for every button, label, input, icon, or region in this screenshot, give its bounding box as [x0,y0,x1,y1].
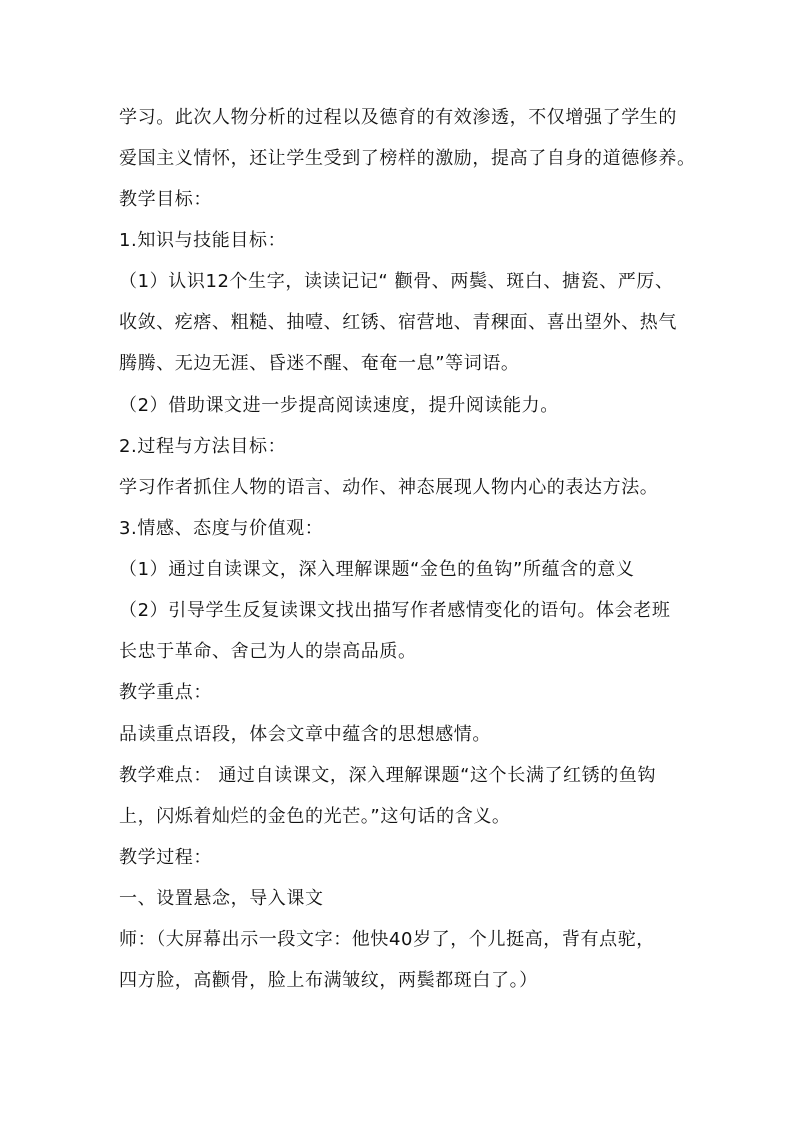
text-line: 学习。此次人物分析的过程以及德育的有效渗透，不仅增强了学生的 [119,107,677,128]
section-heading: 教学重点： [119,682,212,703]
text-line: 腾腾、无边无涯、昏迷不醒、奄奄一息”等词语。 [119,353,520,374]
text-line: （1）认识12个生字，读读记记“ 颧骨、两鬓、斑白、搪瓷、严厉、 [119,271,674,292]
text-line: 爱国主义情怀，还让学生受到了榜样的激励，提高了自身的道德修养。 [119,148,696,169]
text-line: 四方脸，高颧骨，脸上布满皱纹，两鬓都斑白了。） [119,970,538,991]
text-line: 品读重点语段，体会文章中蕴含的思想感情。 [119,724,491,745]
text-line: 学习作者抓住人物的语言、动作、神态展现人物内心的表达方法。 [119,477,659,498]
text-line: （2）引导学生反复读课文找出描写作者感情变化的语句。体会老班 [119,600,671,621]
text-line: （1）通过自读课文，深入理解课题“金色的鱼钩”所蕴含的意义 [119,559,635,580]
section-heading: 教学目标： [119,189,212,210]
text-line: 教学难点： 通过自读课文，深入理解课题“这个长满了红锈的鱼钩 [119,765,657,786]
subsection-heading: 一、设置悬念，导入课文 [119,888,324,909]
subsection-heading: 3.情感、态度与价值观： [119,518,324,539]
text-line: 师：（大屏幕出示一段文字：他快40岁了，个儿挺高，背有点驼， [119,929,655,950]
subsection-heading: 1.知识与技能目标： [119,230,287,251]
text-line: （2）借助课文进一步提高阅读速度，提升阅读能力。 [119,395,559,416]
text-line: 上，闪烁着灿烂的金色的光芒。”这句话的含义。 [119,806,511,827]
text-line: 长忠于革命、舍己为人的崇高品质。 [119,641,417,662]
section-heading: 教学过程： [119,847,212,868]
text-line: 收敛、疙瘩、粗糙、抽噎、红锈、宿营地、青稞面、喜出望外、热气 [119,312,677,333]
subsection-heading: 2.过程与方法目标： [119,436,287,457]
